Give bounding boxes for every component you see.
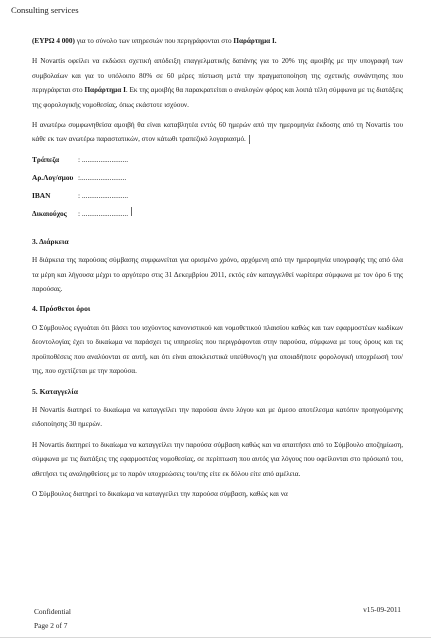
page-bottom-divider — [0, 637, 431, 638]
iban-value: : ......................... — [78, 190, 129, 200]
payment-paragraph — [32, 118, 403, 147]
invoice-text-start: Η Novartis οφείλει να εκδώσει σχετική απόδειξη επαγγελματικής δαπάνης για το 20% της αμοιβής με την υπογραφή των συμβολαίων και για το υπόλοιπο 80% σε 60 μέρες πίστωση μετά την πραγματοποίηση της σχετικής συνάντησης που περιγράφεται στο — [32, 57, 403, 95]
fee-paragraph — [32, 34, 403, 48]
invoice-annex-reference: Παράρτημα Ι — [84, 86, 126, 95]
document-body — [32, 34, 403, 507]
termination-paragraph-3: Ο Σύμβουλος διατηρεί το δικαίωμα να καταγγείλει την παρούσα σύμβαση, καθώς και να — [32, 489, 288, 498]
bank-field-account — [32, 171, 403, 189]
fee-amount: (ΕΥΡΩ 4 000) — [32, 37, 75, 45]
fee-text: για το σύνολο των υπηρεσιών που περιγράφονται στο — [74, 37, 234, 45]
duration-paragraph: Η διάρκεια της παρούσας σύμβασης συμφωνείται για ορισμένο χρόνο, αρχόμενη από την ημερομηνία υπογραφής της από όλα τα μέρη και λήγουσα μέχρι το αργότερο στις 31 Δεκεμβρίου 2011, εκτός εάν καταγγελθεί νωρίτερα σύμφωνα με τον όρο 6 της παρούσας. — [32, 256, 403, 294]
section-title-duration: 3. Διάρκεια — [32, 236, 69, 246]
annex-reference: Παράρτημα Ι. — [233, 37, 277, 45]
text-cursor-mark — [249, 135, 250, 144]
page-footer-left — [34, 605, 71, 633]
page-number: Page 2 of 7 — [34, 621, 68, 630]
invoice-text-end: . Εκ της αμοιβής θα παρακρατείται ο αναλογών φόρος και λοιπά τέλη σύμφωνα με τις διατάξεις της φορολογικής νομοθεσίας, όπως εκάστοτε ισχύουν. — [32, 86, 403, 109]
invoice-paragraph — [32, 54, 403, 112]
termination-paragraph-1: Η Novartis διατηρεί το δικαίωμα να καταγγείλει την παρούσα άνευ λόγου και με άμεσο αποτέλεσμα κατόπιν προηγούμενης ειδοποίησης 30 ημερών. — [32, 405, 403, 429]
page-header: Consulting services — [11, 5, 79, 15]
bank-field-bank — [32, 153, 403, 171]
bank-value: : ......................... — [78, 154, 129, 164]
bank-field-beneficiary — [32, 207, 403, 225]
beneficiary-label: Δικαιούχος — [32, 208, 67, 218]
bank-field-iban — [32, 189, 403, 207]
payment-text: Η ανωτέρω συμφωνηθείσα αμοιβή θα είναι καταβλητέα εντός 60 ημερών από την ημερομηνία έκδοσης από τη Novartis του κάθε εκ των ανωτέρω παραστατικών, στον κάτωθι τραπεζικό λογαριασμό. — [32, 121, 403, 144]
confidential-label: Confidential — [34, 607, 71, 616]
account-value: :......................... — [78, 172, 127, 182]
bank-details — [32, 153, 403, 225]
account-label: Αρ.Λογ/σμου — [32, 172, 74, 182]
additional-terms-paragraph: Ο Σύμβουλος εγγυάται ότι βάσει του ισχύοντος κανονιστικού και νομοθετικού πλαισίου καθώς και των εφαρμοστέων κωδίκων δεοντολογίας έχει το δικαίωμα να παράσχει τις υπηρεσίες που περιγράφονται στην παρούσα, σύμφωνα με τους όρους και τις προϋποθέσεις που αναλύονται σε αυτή, και ότι είναι αποκλειστικά υπεύθυνος/η για οποιαδήποτε φορολογική υποχρέωσή του/της, που σχετίζεται με την παρούσα. — [32, 323, 403, 376]
section-title-additional-terms: 4. Πρόσθετοι όροι — [32, 304, 91, 314]
section-title-termination: 5. Καταγγελία — [32, 386, 79, 396]
termination-paragraph-2: Η Novartis διατηρεί το δικαίωμα να καταγγείλει την παρούσα σύμβαση καθώς και να απαιτήσει από το Σύμβουλο αποζημίωση, σύμφωνα με τις διατάξεις της εφαρμοστέας νομοθεσίας, σε περίπτωση που αυτός για λόγους που οφείλονται στο πρόσωπό του, αθετήσει τις αναληφθείσες με το παρόν υποχρεώσεις του/της είτε εκ δόλου είτε από αμέλεια. — [32, 440, 403, 478]
text-cursor-mark — [131, 207, 132, 216]
beneficiary-value: : ......................... — [78, 208, 129, 218]
iban-label: IBAN — [32, 190, 51, 200]
version-label: v15-09-2011 — [363, 605, 401, 614]
bank-label: Τράπεζα — [32, 154, 60, 164]
